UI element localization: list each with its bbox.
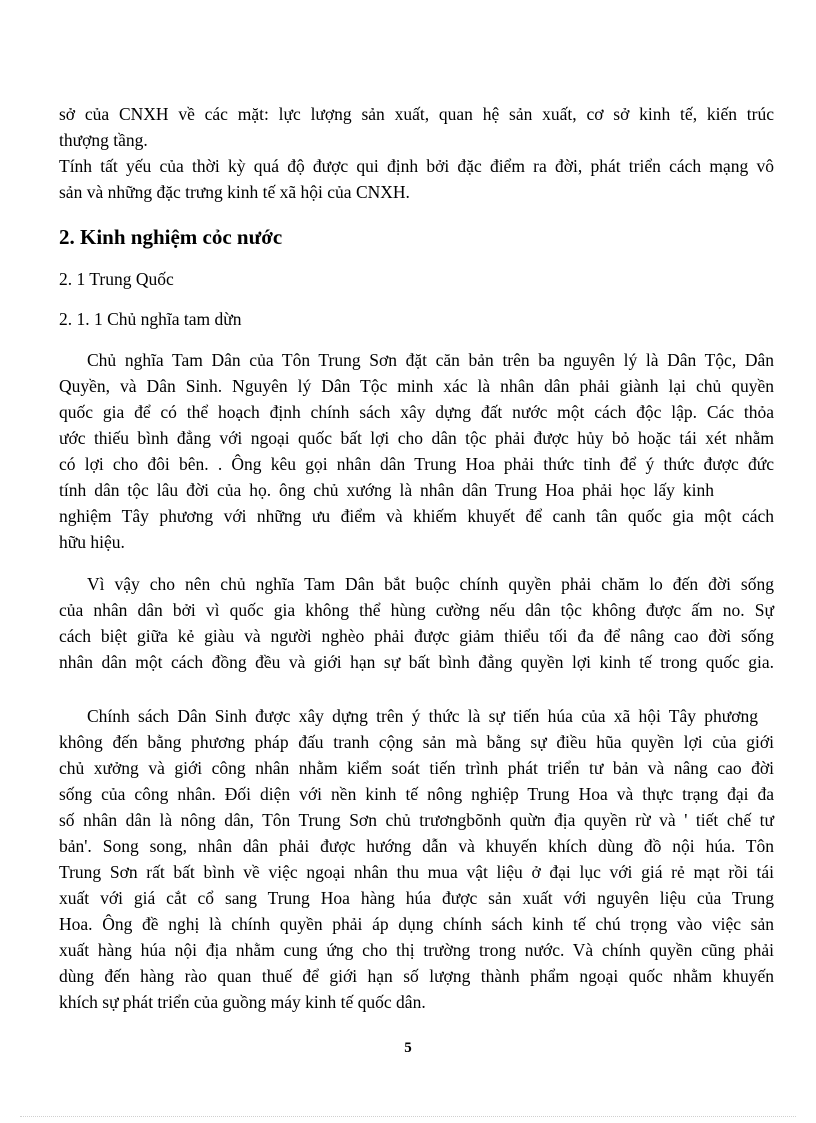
text-line: xuất hàng húa nội địa nhằm cung ứng cho thị trường trong nước. Và chính quyền cũng phải	[59, 940, 774, 960]
text-line: của nhân dân bởi vì quốc gia không thể hùng cường nếu dân tộc không được ấm no. Sự	[59, 600, 774, 620]
text-line: tính dân tộc lâu đời của họ. ông chủ xướng là nhân dân Trung Hoa phải học lấy kinh	[59, 480, 714, 500]
paragraph-tam-dan	[59, 347, 774, 555]
text-line: Trung Sơn rất bất bình về việc ngoại nhân thu mua vật liệu ở đại lục với giá rẻ mạt rồi tái	[59, 862, 774, 882]
text-line: Chủ nghĩa Tam Dân của Tôn Trung Sơn đặt căn bản trên ba nguyên lý là Dân Tộc, Dân	[87, 350, 774, 370]
text-line: Hoa. Ông đề nghị là chính quyền phải áp dụng chính sách kinh tế chú trọng vào việc sản	[59, 914, 774, 934]
text-line: hữu hiệu.	[59, 532, 125, 552]
text-line: không đến bằng phương pháp đấu tranh cộng sản mà bằng sự điều hũa quyền lợi của giới	[59, 732, 774, 752]
text-line: sống của công nhân. Đối diện với nền kinh tế nông nghiệp Trung Hoa và thực trạng đại đa	[59, 784, 774, 804]
page-number: 5	[404, 1040, 412, 1056]
text-line: cách biệt giữa kẻ giàu và người nghèo phải được giảm thiểu tối đa để nâng cao đời sống	[59, 626, 774, 646]
text-line: số nhân dân là nông dân, Tôn Trung Sơn chủ trươngbõnh quừn địa quyền rừ và ' tiết chế tư	[59, 810, 774, 830]
text-line: chủ xưởng và giới công nhân nhằm kiểm soát tiến trình phát triển tư bản và nâng cao đời	[59, 758, 774, 778]
paragraph-dan-sinh-intro	[59, 571, 774, 675]
text-line: Quyền, và Dân Sinh. Nguyên lý Dân Tộc minh xác là nhân dân phải giành lại chủ quyền	[59, 376, 774, 396]
text-line: Vì vậy cho nên chủ nghĩa Tam Dân bắt buộc chính quyền phải chăm lo đến đời sống	[87, 574, 774, 594]
text-line: dùng đến hàng rào quan thuế để giới hạn số lượng thành phẩm ngoại quốc nhằm khuyến	[59, 966, 774, 986]
text-line: ước thiếu bình đẳng với ngoại quốc bất lợi cho dân tộc phải được hủy bỏ hoặc tái xét nhằm	[59, 428, 774, 448]
text-line: sản và những đặc trưng kinh tế xã hội của CNXH.	[59, 182, 410, 202]
text-line: có lợi cho đôi bên. . Ông kêu gọi nhân dân Trung Hoa phải thức tỉnh để ý thức được đức	[59, 454, 774, 474]
section-heading: 2. Kinh nghiệm cỏc nước	[59, 225, 283, 249]
text-line: bản'. Song song, nhân dân phải được hướng dẫn và khuyến khích dùng đồ nội húa. Tôn	[59, 836, 774, 856]
page-bottom-divider	[20, 1116, 796, 1117]
text-line: nghiệm Tây phương với những ưu điểm và khiếm khuyết để canh tân quốc gia một cách	[59, 506, 774, 526]
text-line: quốc gia để có thể hoạch định chính sách xây dựng đất nước một cách độc lập. Các thỏa	[59, 402, 774, 422]
text-line: khích sự phát triển của guồng máy kinh tế quốc dân.	[59, 992, 426, 1012]
text-line: sở của CNXH về các mặt: lực lượng sản xuất, quan hệ sản xuất, cơ sở kinh tế, kiến trúc	[59, 104, 774, 124]
paragraph-dan-sinh-policy	[59, 703, 774, 1015]
text-line: nhân dân một cách đồng đều và giới hạn sự bất bình đẳng quyền lợi kinh tế trong quốc gia.	[59, 652, 774, 672]
text-line: xuất với giá cắt cổ sang Trung Hoa hàng húa được sản xuất với nguyên liệu của Trung	[59, 888, 774, 908]
subsection-heading: 2. 1 Trung Quốc	[59, 269, 174, 289]
text-line: Chính sách Dân Sinh được xây dựng trên ý thức là sự tiến húa của xã hội Tây phương	[87, 706, 758, 726]
text-line: thượng tầng.	[59, 130, 148, 150]
text-line: Tính tất yếu của thời kỳ quá độ được qui định bởi đặc điểm ra đời, phát triển cách mạng vô	[59, 156, 774, 176]
intro-paragraph	[59, 101, 774, 205]
subsubsection-heading: 2. 1. 1 Chủ nghĩa tam dừn	[59, 309, 242, 329]
